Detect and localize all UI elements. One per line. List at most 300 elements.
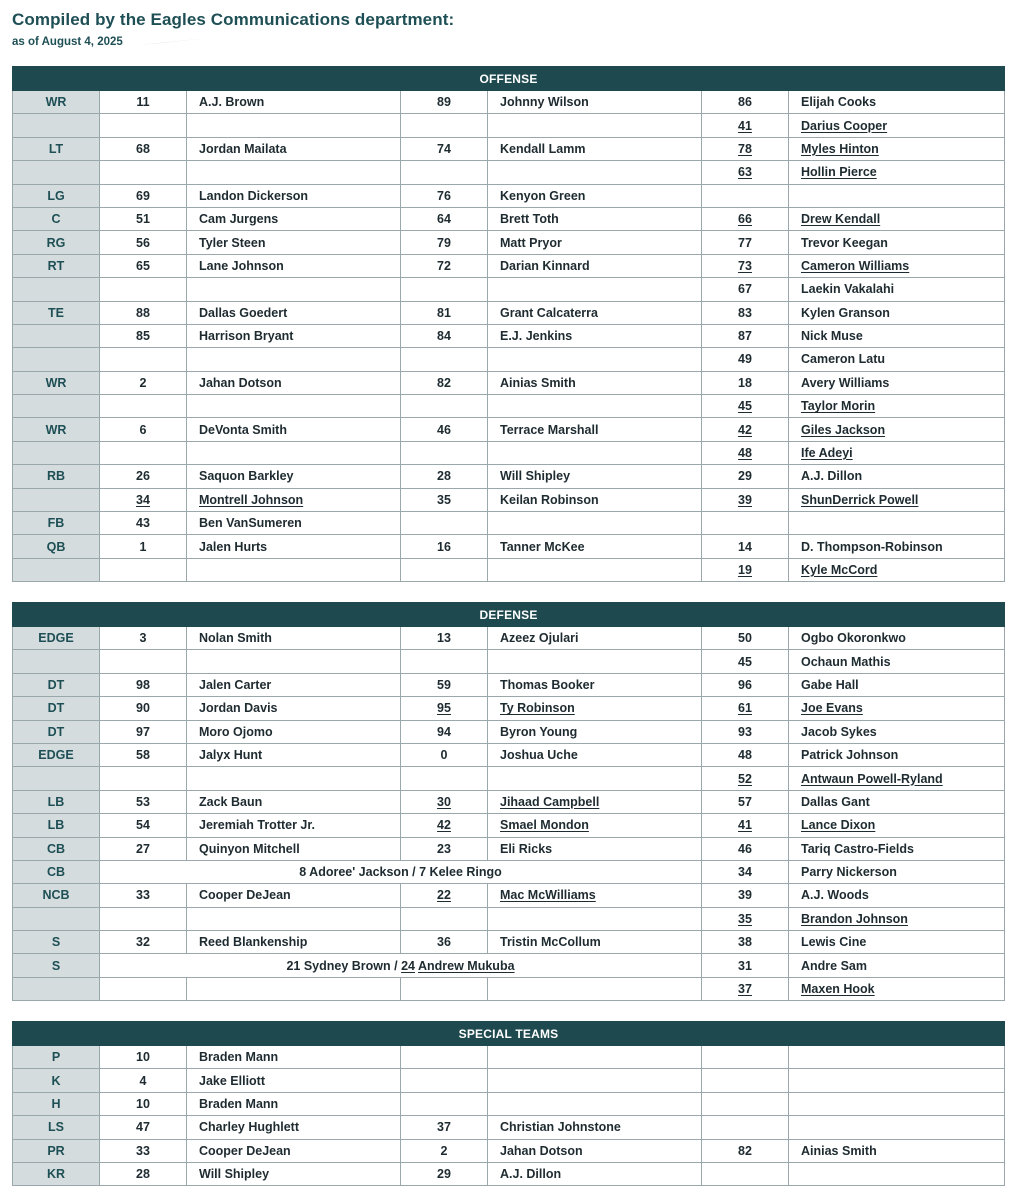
table-row (13, 790, 1005, 813)
player-name (488, 114, 702, 137)
jersey-number: 19 (702, 558, 789, 581)
jersey-number: 86 (702, 91, 789, 114)
player-name: Saquon Barkley (187, 465, 401, 488)
player-name: Laekin Vakalahi (789, 278, 1005, 301)
jersey-number: 0 (401, 743, 488, 766)
player-name: D. Thompson-Robinson (789, 535, 1005, 558)
position-cell: NCB (13, 884, 100, 907)
jersey-number (401, 512, 488, 535)
player-name: Cameron Latu (789, 348, 1005, 371)
position-cell: H (13, 1092, 100, 1115)
player-name: Cooper DeJean (187, 1139, 401, 1162)
player-name: Harrison Bryant (187, 324, 401, 347)
jersey-number (100, 767, 187, 790)
player-name: Jacob Sykes (789, 720, 1005, 743)
combined-players-text: 8 Adoree' Jackson / 7 Kelee Ringo (299, 865, 502, 880)
jersey-number: 42 (702, 418, 789, 441)
jersey-number: 28 (100, 1162, 187, 1185)
position-cell: TE (13, 301, 100, 324)
jersey-number (100, 348, 187, 371)
player-name (789, 1069, 1005, 1092)
jersey-number: 22 (401, 884, 488, 907)
player-name (488, 767, 702, 790)
section-title: SPECIAL TEAMS (13, 1022, 1005, 1046)
position-cell: C (13, 207, 100, 230)
jersey-number (702, 1092, 789, 1115)
jersey-number: 83 (702, 301, 789, 324)
table-row (13, 371, 1005, 394)
jersey-number: 81 (401, 301, 488, 324)
table-row (13, 720, 1005, 743)
jersey-number: 67 (702, 278, 789, 301)
jersey-number: 2 (401, 1139, 488, 1162)
player-name: ShunDerrick Powell (789, 488, 1005, 511)
position-cell: DT (13, 673, 100, 696)
jersey-number (100, 114, 187, 137)
position-cell: QB (13, 535, 100, 558)
jersey-number: 65 (100, 254, 187, 277)
jersey-number: 90 (100, 697, 187, 720)
table-row (13, 814, 1005, 837)
player-name: Lance Dixon (789, 814, 1005, 837)
jersey-number (401, 161, 488, 184)
position-cell: PR (13, 1139, 100, 1162)
player-name (187, 441, 401, 464)
offense-section (12, 66, 1004, 582)
table-row (13, 512, 1005, 535)
player-name: Smael Mondon (488, 814, 702, 837)
player-name (488, 650, 702, 673)
jersey-number: 46 (702, 837, 789, 860)
player-name (789, 1046, 1005, 1069)
player-name: Cameron Williams (789, 254, 1005, 277)
player-name: Ochaun Mathis (789, 650, 1005, 673)
jersey-number (401, 650, 488, 673)
jersey-number: 10 (100, 1092, 187, 1115)
player-name: Matt Pryor (488, 231, 702, 254)
jersey-number (100, 441, 187, 464)
player-name: Kylen Granson (789, 301, 1005, 324)
jersey-number: 38 (702, 931, 789, 954)
jersey-number: 57 (702, 790, 789, 813)
player-name: Terrace Marshall (488, 418, 702, 441)
player-name: Jahan Dotson (488, 1139, 702, 1162)
position-cell: RG (13, 231, 100, 254)
table-row (13, 1116, 1005, 1139)
jersey-number: 42 (401, 814, 488, 837)
jersey-number: 61 (702, 697, 789, 720)
player-name: Nick Muse (789, 324, 1005, 347)
jersey-number: 37 (702, 977, 789, 1000)
position-cell: K (13, 1069, 100, 1092)
jersey-number (401, 395, 488, 418)
position-cell: LB (13, 790, 100, 813)
jersey-number: 85 (100, 324, 187, 347)
player-name: Christian Johnstone (488, 1116, 702, 1139)
jersey-number: 72 (401, 254, 488, 277)
table-row (13, 441, 1005, 464)
jersey-number (401, 977, 488, 1000)
player-name: Jeremiah Trotter Jr. (187, 814, 401, 837)
table-row (13, 697, 1005, 720)
player-name (488, 441, 702, 464)
table-row (13, 184, 1005, 207)
wing-stroke-icon (139, 37, 209, 47)
player-name: Keilan Robinson (488, 488, 702, 511)
table-row (13, 907, 1005, 930)
player-name: Lane Johnson (187, 254, 401, 277)
jersey-number (401, 1092, 488, 1115)
player-name: Darian Kinnard (488, 254, 702, 277)
combined-players-cell (100, 860, 702, 883)
jersey-number: 98 (100, 673, 187, 696)
table-row (13, 977, 1005, 1000)
player-name: Kenyon Green (488, 184, 702, 207)
player-name: Montrell Johnson (187, 488, 401, 511)
player-name: Jahan Dotson (187, 371, 401, 394)
table-row (13, 860, 1005, 883)
table-row (13, 137, 1005, 160)
player-name: Elijah Cooks (789, 91, 1005, 114)
jersey-number: 84 (401, 324, 488, 347)
player-name: Eli Ricks (488, 837, 702, 860)
table-row (13, 465, 1005, 488)
player-name (187, 907, 401, 930)
combined-players-text: Andrew Mukuba (418, 958, 515, 973)
position-cell: DT (13, 720, 100, 743)
player-name: Cooper DeJean (187, 884, 401, 907)
position-cell: S (13, 954, 100, 977)
jersey-number: 23 (401, 837, 488, 860)
section-title: OFFENSE (13, 67, 1005, 91)
player-name: Ben VanSumeren (187, 512, 401, 535)
player-name: Ife Adeyi (789, 441, 1005, 464)
player-name: Zack Baun (187, 790, 401, 813)
jersey-number: 56 (100, 231, 187, 254)
jersey-number: 34 (702, 860, 789, 883)
position-cell: KR (13, 1162, 100, 1185)
table-row (13, 884, 1005, 907)
table-row (13, 1046, 1005, 1069)
table-row (13, 767, 1005, 790)
jersey-number: 43 (100, 512, 187, 535)
position-cell (13, 161, 100, 184)
jersey-number: 66 (702, 207, 789, 230)
jersey-number: 39 (702, 884, 789, 907)
position-cell: LT (13, 137, 100, 160)
table-row (13, 418, 1005, 441)
player-name: Will Shipley (187, 1162, 401, 1185)
jersey-number (100, 907, 187, 930)
player-name: Charley Hughlett (187, 1116, 401, 1139)
position-cell: WR (13, 91, 100, 114)
player-name (488, 278, 702, 301)
position-cell (13, 650, 100, 673)
jersey-number: 96 (702, 673, 789, 696)
player-name: Hollin Pierce (789, 161, 1005, 184)
jersey-number: 32 (100, 931, 187, 954)
jersey-number: 1 (100, 535, 187, 558)
page-header (12, 6, 454, 48)
jersey-number: 35 (401, 488, 488, 511)
jersey-number: 14 (702, 535, 789, 558)
jersey-number: 29 (702, 465, 789, 488)
player-name (187, 650, 401, 673)
player-name (187, 767, 401, 790)
jersey-number (100, 558, 187, 581)
jersey-number: 41 (702, 114, 789, 137)
player-name: Will Shipley (488, 465, 702, 488)
table-row (13, 254, 1005, 277)
player-name: Jake Elliott (187, 1069, 401, 1092)
jersey-number: 78 (702, 137, 789, 160)
jersey-number: 11 (100, 91, 187, 114)
player-name: Jihaad Campbell (488, 790, 702, 813)
jersey-number (702, 184, 789, 207)
jersey-number: 73 (702, 254, 789, 277)
depth-chart-table (12, 1021, 1005, 1186)
player-name: Darius Cooper (789, 114, 1005, 137)
special-teams-section (12, 1021, 1004, 1186)
jersey-number: 82 (401, 371, 488, 394)
position-cell: DT (13, 697, 100, 720)
player-name: Ty Robinson (488, 697, 702, 720)
jersey-number: 10 (100, 1046, 187, 1069)
jersey-number: 59 (401, 673, 488, 696)
as-of-date: as of August 4, 2025 (12, 36, 123, 48)
player-name: Jalen Carter (187, 673, 401, 696)
jersey-number: 68 (100, 137, 187, 160)
player-name: Grant Calcaterra (488, 301, 702, 324)
position-cell: S (13, 931, 100, 954)
player-name: Kendall Lamm (488, 137, 702, 160)
player-name (187, 161, 401, 184)
jersey-number: 41 (702, 814, 789, 837)
position-cell: LS (13, 1116, 100, 1139)
position-cell: RT (13, 254, 100, 277)
player-name: A.J. Dillon (488, 1162, 702, 1185)
player-name: Ainias Smith (488, 371, 702, 394)
position-cell: LB (13, 814, 100, 837)
table-row (13, 954, 1005, 977)
jersey-number: 77 (702, 231, 789, 254)
jersey-number: 95 (401, 697, 488, 720)
player-name: Braden Mann (187, 1092, 401, 1115)
position-cell: WR (13, 418, 100, 441)
position-cell (13, 767, 100, 790)
player-name: Johnny Wilson (488, 91, 702, 114)
jersey-number (702, 1116, 789, 1139)
position-cell: FB (13, 512, 100, 535)
table-row (13, 837, 1005, 860)
jersey-number (401, 907, 488, 930)
jersey-number: 49 (702, 348, 789, 371)
player-name: Myles Hinton (789, 137, 1005, 160)
jersey-number: 33 (100, 1139, 187, 1162)
player-name: Quinyon Mitchell (187, 837, 401, 860)
position-cell: EDGE (13, 627, 100, 650)
jersey-number: 13 (401, 627, 488, 650)
table-row (13, 161, 1005, 184)
player-name (488, 977, 702, 1000)
player-name (789, 1116, 1005, 1139)
defense-section (12, 602, 1004, 1001)
page-title: Compiled by the Eagles Communications department: (12, 10, 455, 29)
table-row (13, 650, 1005, 673)
player-name (488, 395, 702, 418)
player-name (488, 161, 702, 184)
player-name: Tyler Steen (187, 231, 401, 254)
player-name: Parry Nickerson (789, 860, 1005, 883)
jersey-number: 94 (401, 720, 488, 743)
jersey-number: 89 (401, 91, 488, 114)
depth-chart-table (12, 66, 1005, 582)
jersey-number: 69 (100, 184, 187, 207)
jersey-number: 26 (100, 465, 187, 488)
player-name: Drew Kendall (789, 207, 1005, 230)
player-name: Jalen Hurts (187, 535, 401, 558)
jersey-number: 79 (401, 231, 488, 254)
player-name (187, 114, 401, 137)
jersey-number: 33 (100, 884, 187, 907)
player-name: DeVonta Smith (187, 418, 401, 441)
jersey-number (401, 767, 488, 790)
jersey-number: 27 (100, 837, 187, 860)
jersey-number: 6 (100, 418, 187, 441)
jersey-number (100, 977, 187, 1000)
player-name: Tariq Castro-Fields (789, 837, 1005, 860)
jersey-number (401, 348, 488, 371)
jersey-number: 28 (401, 465, 488, 488)
table-row (13, 1139, 1005, 1162)
jersey-number: 16 (401, 535, 488, 558)
jersey-number: 37 (401, 1116, 488, 1139)
jersey-number: 53 (100, 790, 187, 813)
player-name (488, 1069, 702, 1092)
position-cell (13, 441, 100, 464)
section-title: DEFENSE (13, 603, 1005, 627)
player-name (488, 1092, 702, 1115)
jersey-number: 48 (702, 441, 789, 464)
table-row (13, 535, 1005, 558)
player-name: Antwaun Powell-Ryland (789, 767, 1005, 790)
position-cell: LG (13, 184, 100, 207)
jersey-number: 48 (702, 743, 789, 766)
player-name: E.J. Jenkins (488, 324, 702, 347)
player-name (187, 278, 401, 301)
position-cell (13, 395, 100, 418)
player-name: Thomas Booker (488, 673, 702, 696)
player-name: Brandon Johnson (789, 907, 1005, 930)
combined-players-text: 21 Sydney Brown / (286, 958, 402, 973)
jersey-number: 88 (100, 301, 187, 324)
player-name: Joshua Uche (488, 743, 702, 766)
player-name: Azeez Ojulari (488, 627, 702, 650)
player-name: Gabe Hall (789, 673, 1005, 696)
player-name: Moro Ojomo (187, 720, 401, 743)
table-row (13, 673, 1005, 696)
player-name: A.J. Dillon (789, 465, 1005, 488)
table-row (13, 1092, 1005, 1115)
player-name: Joe Evans (789, 697, 1005, 720)
player-name (187, 348, 401, 371)
position-cell: EDGE (13, 743, 100, 766)
position-cell (13, 907, 100, 930)
jersey-number (401, 558, 488, 581)
jersey-number (702, 1069, 789, 1092)
player-name (789, 1162, 1005, 1185)
jersey-number: 18 (702, 371, 789, 394)
combined-players-text: 24 (401, 958, 415, 973)
player-name: Jordan Mailata (187, 137, 401, 160)
position-cell: CB (13, 837, 100, 860)
player-name: Nolan Smith (187, 627, 401, 650)
jersey-number: 29 (401, 1162, 488, 1185)
position-cell (13, 488, 100, 511)
combined-players-cell (100, 954, 702, 977)
jersey-number: 34 (100, 488, 187, 511)
jersey-number: 39 (702, 488, 789, 511)
table-row (13, 627, 1005, 650)
jersey-number (702, 512, 789, 535)
player-name (488, 512, 702, 535)
jersey-number (401, 278, 488, 301)
jersey-number: 87 (702, 324, 789, 347)
player-name: Dallas Goedert (187, 301, 401, 324)
player-name: Tanner McKee (488, 535, 702, 558)
table-row (13, 558, 1005, 581)
jersey-number (100, 395, 187, 418)
player-name: Landon Dickerson (187, 184, 401, 207)
table-row (13, 488, 1005, 511)
position-cell: RB (13, 465, 100, 488)
jersey-number: 76 (401, 184, 488, 207)
jersey-number: 36 (401, 931, 488, 954)
jersey-number: 93 (702, 720, 789, 743)
table-row (13, 231, 1005, 254)
jersey-number: 30 (401, 790, 488, 813)
player-name (488, 348, 702, 371)
player-name: Giles Jackson (789, 418, 1005, 441)
table-row (13, 931, 1005, 954)
player-name: Byron Young (488, 720, 702, 743)
player-name: Maxen Hook (789, 977, 1005, 1000)
player-name: Andre Sam (789, 954, 1005, 977)
jersey-number: 47 (100, 1116, 187, 1139)
player-name (488, 1046, 702, 1069)
position-cell: WR (13, 371, 100, 394)
position-cell (13, 348, 100, 371)
player-name: Reed Blankenship (187, 931, 401, 954)
player-name: Braden Mann (187, 1046, 401, 1069)
player-name: Jalyx Hunt (187, 743, 401, 766)
player-name (187, 977, 401, 1000)
player-name: Trevor Keegan (789, 231, 1005, 254)
player-name: A.J. Woods (789, 884, 1005, 907)
player-name: Avery Williams (789, 371, 1005, 394)
table-row (13, 91, 1005, 114)
player-name: A.J. Brown (187, 91, 401, 114)
jersey-number: 31 (702, 954, 789, 977)
table-row (13, 301, 1005, 324)
position-cell (13, 977, 100, 1000)
player-name: Lewis Cine (789, 931, 1005, 954)
jersey-number (401, 1046, 488, 1069)
player-name (488, 558, 702, 581)
jersey-number: 54 (100, 814, 187, 837)
position-cell: P (13, 1046, 100, 1069)
table-row (13, 1069, 1005, 1092)
